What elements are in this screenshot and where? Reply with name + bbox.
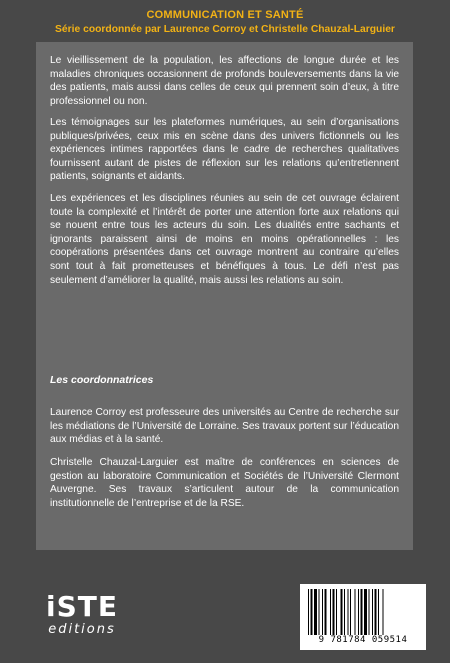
publisher-logo-subtext: editions [48, 622, 116, 637]
description-paragraph: Les expériences et les disciplines réunies au sein de cet ouvrage éclairent toute la complexité et l’intérêt de porter une attention forte aux relations qui se nouent entre tous les acteurs du soin. Les dualités entre sachants et ignorants paraissent ainsi de moins en moins opérationnelles : les coopérations présentées dans cet ouvrage montrent au contraire qu’elles sont tout à fait prometteuses et bénéfiques à tous. Le défi n’est pas seulement d’améliorer la qualité, mais aussi les relations au soin. [50, 193, 399, 286]
coordinator-bio: Christelle Chauzal-Larguier est maître de conférences en sciences de gestion au laboratoire Communication et Sociétés de l’Université Clermont Auvergne. Ses travaux s’articulent autour de la communication institutionnelle de l’entreprise et de la RSE. [50, 457, 399, 509]
coordinator-bio: Laurence Corroy est professeure des universités au Centre de recherche sur les médiations de l’Université de Lorraine. Ses travaux portent sur l’éducation aux médias et à la santé. [50, 407, 399, 446]
series-coordinators: Série coordonnée par Laurence Corroy et Christelle Chauzal-Larguier [55, 24, 395, 35]
barcode-bars [308, 589, 418, 635]
publisher-logo-text: iSTE [46, 590, 118, 623]
coordinators-heading: Les coordonnatrices [50, 374, 154, 386]
header [0, 0, 450, 40]
series-title: COMMUNICATION ET SANTÉ [146, 9, 304, 21]
description-paragraph: Les témoignages sur les plateformes numériques, au sein d’organisations publiques/privées, ceux mis en scène dans des univers fictionnels ou les expériences intimes rapportées dans le cadre de recherches qualitatives fournissent autant de pistes de réflexion sur les relations qu’entretiennent patients, soignants et aidants. [50, 117, 399, 183]
barcode [300, 584, 426, 650]
description-paragraph: Le vieillissement de la population, les affections de longue durée et les maladies chroniques occasionnent de profonds bouleversements dans la vie des patients, mais aussi dans celles de ceux qui prennent soin d’eux, à titre professionnel ou non. [50, 55, 399, 107]
publisher-logo [22, 590, 142, 640]
isbn-number: 9 781784 059514 [318, 635, 408, 645]
